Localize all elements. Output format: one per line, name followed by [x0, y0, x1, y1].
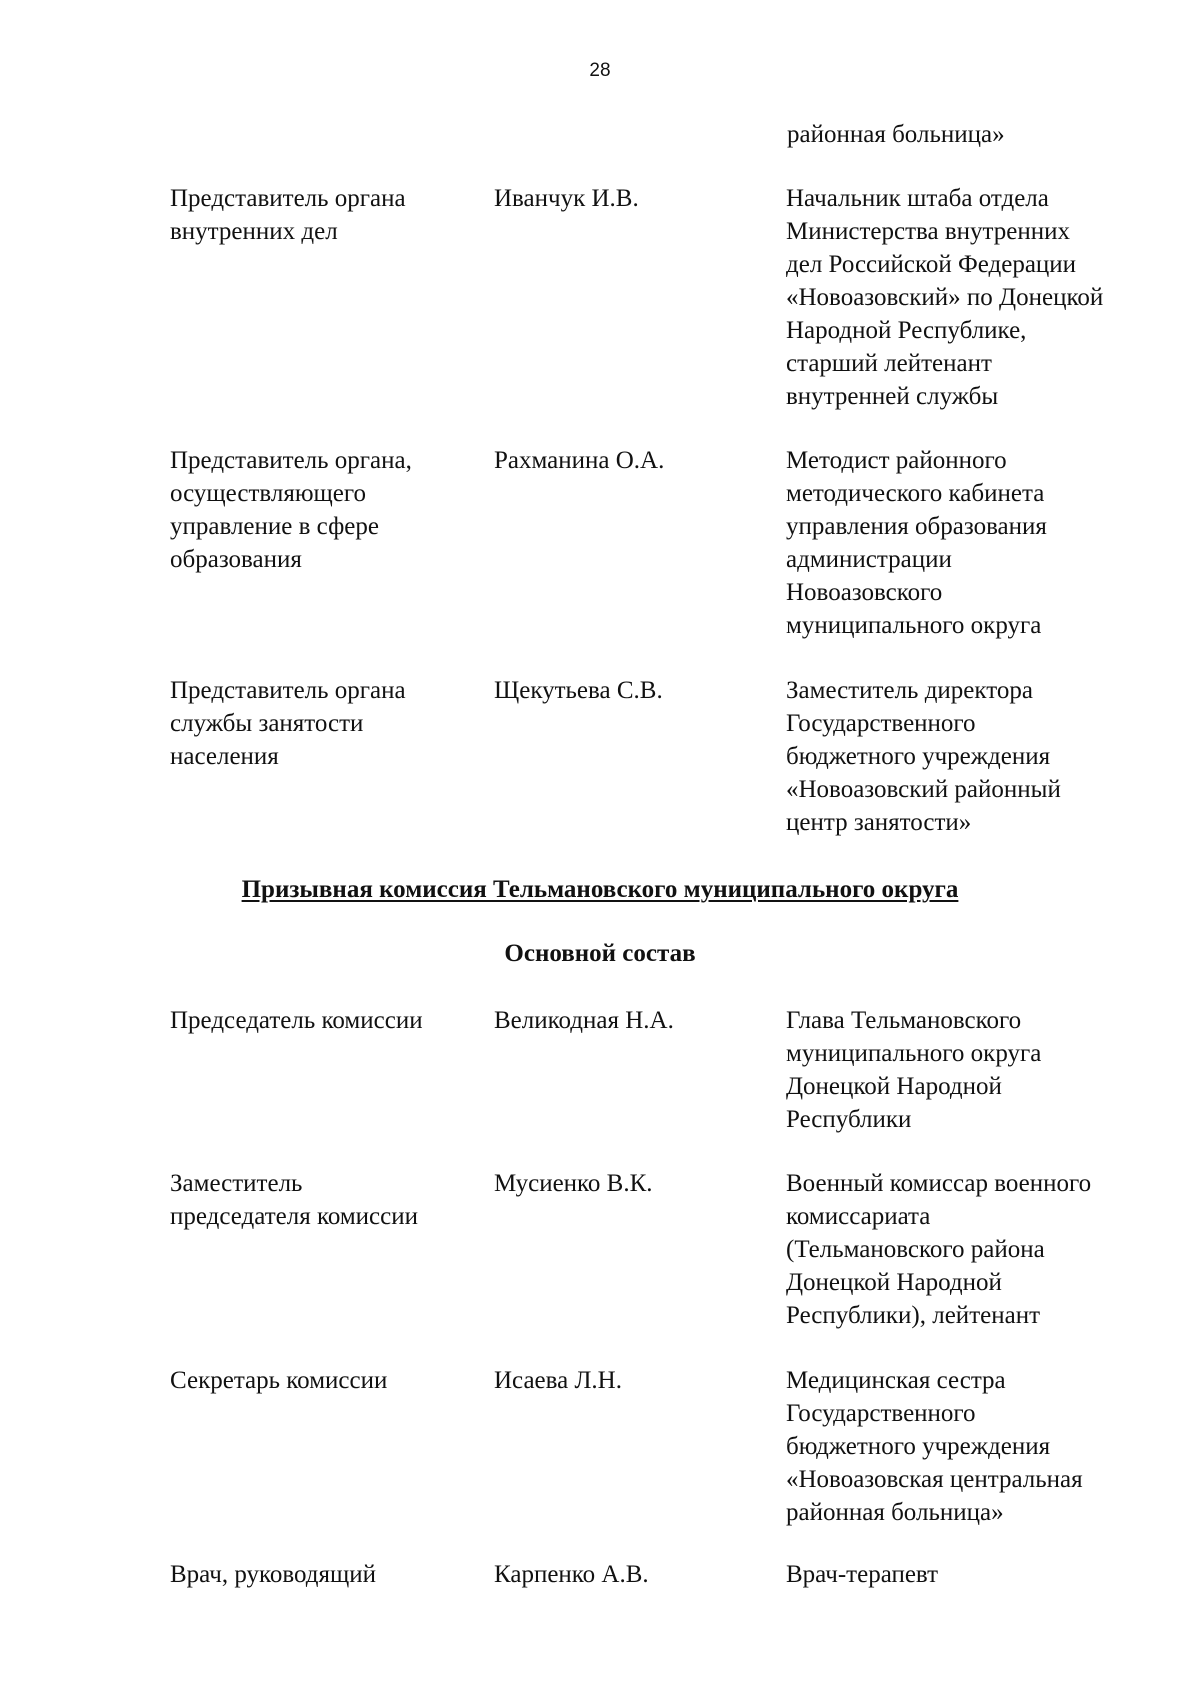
member-position-line: Глава Тельмановского [786, 1007, 1022, 1034]
member-role-line: образования [170, 546, 302, 573]
member-position [786, 1004, 1166, 1136]
member-position [786, 1364, 1166, 1529]
member-role [170, 674, 470, 773]
member-role-line: населения [170, 743, 279, 770]
member-role [170, 444, 470, 576]
member-position-line: Врач-терапевт [786, 1561, 939, 1588]
member-position-line: Государственного [786, 710, 976, 737]
member-name: Щекутьева С.В. [494, 677, 663, 704]
member-position-line: Республики), лейтенант [786, 1302, 1040, 1329]
member-position-line: районная больница» [786, 1499, 1004, 1526]
member-position-line: бюджетного учреждения [786, 743, 1051, 770]
member-role-line: председателя комиссии [170, 1203, 418, 1230]
member-position-line: (Тельмановского района [786, 1236, 1045, 1263]
member-name: Карпенко А.В. [494, 1561, 649, 1588]
member-position-line: «Новоазовская центральная [786, 1466, 1083, 1493]
member-name: Мусиенко В.К. [494, 1170, 653, 1197]
member-position-line: Донецкой Народной [786, 1073, 1002, 1100]
member-role-line: внутренних дел [170, 218, 338, 245]
member-role [170, 1364, 470, 1397]
member-role [170, 182, 470, 248]
member-role-line: Секретарь комиссии [170, 1367, 388, 1394]
page-number: 28 [589, 60, 611, 81]
member-position-line: дел Российской Федерации [786, 251, 1077, 278]
member-role-line: Представитель органа [170, 185, 406, 212]
member-name: Иванчук И.В. [494, 185, 639, 212]
member-name: Великодная Н.А. [494, 1007, 674, 1034]
member-position-line: администрации [786, 546, 952, 573]
member-position-line: «Новоазовский районный [786, 776, 1061, 803]
member-position-line: Начальник штаба отдела [786, 185, 1049, 212]
member-position-line: «Новоазовский» по Донецкой [786, 284, 1104, 311]
member-role [170, 1004, 470, 1037]
member-position [786, 674, 1166, 839]
member-position-line: старший лейтенант [786, 350, 992, 377]
member-position-line: Государственного [786, 1400, 976, 1427]
member-position-line: Народной Республике, [786, 317, 1027, 344]
member-position-line: Министерства внутренних [786, 218, 1070, 245]
member-name: Рахманина О.А. [494, 447, 665, 474]
member-position-line: комиссариата [786, 1203, 931, 1230]
member-position [786, 1558, 1166, 1591]
member-position [786, 1167, 1166, 1332]
member-role-line: Заместитель [170, 1170, 303, 1197]
member-position-line: муниципального округа [786, 612, 1042, 639]
member-position-line: центр занятости» [786, 809, 972, 836]
member-role [170, 1558, 470, 1591]
member-role-line: Представитель органа [170, 677, 406, 704]
subsection-heading: Основной состав [504, 940, 696, 967]
member-position-line: Республики [786, 1106, 912, 1133]
member-position-line: Методист районного [786, 447, 1007, 474]
member-position-line: Донецкой Народной [786, 1269, 1002, 1296]
member-role-line: Председатель комиссии [170, 1007, 423, 1034]
member-role-line: осуществляющего [170, 480, 366, 507]
section-heading: Призывная комиссия Тельмановского муниципального округа [241, 876, 959, 903]
member-position-line: методического кабинета [786, 480, 1045, 507]
member-position-line: управления образования [786, 513, 1047, 540]
continuation-text: районная больница» [787, 121, 1005, 148]
member-role-line: Врач, руководящий [170, 1561, 377, 1588]
member-position-line: Заместитель директора [786, 677, 1033, 704]
member-role-line: управление в сфере [170, 513, 379, 540]
member-position [786, 444, 1166, 642]
member-position-line: муниципального округа [786, 1040, 1042, 1067]
member-name: Исаева Л.Н. [494, 1367, 622, 1394]
member-role-line: Представитель органа, [170, 447, 412, 474]
member-position-line: Новоазовского [786, 579, 943, 606]
member-position-line: Медицинская сестра [786, 1367, 1006, 1394]
member-position-line: бюджетного учреждения [786, 1433, 1051, 1460]
member-position-line: внутренней службы [786, 383, 999, 410]
member-role [170, 1167, 470, 1233]
member-position [786, 182, 1166, 413]
member-position-line: Военный комиссар военного [786, 1170, 1092, 1197]
member-role-line: службы занятости [170, 710, 364, 737]
